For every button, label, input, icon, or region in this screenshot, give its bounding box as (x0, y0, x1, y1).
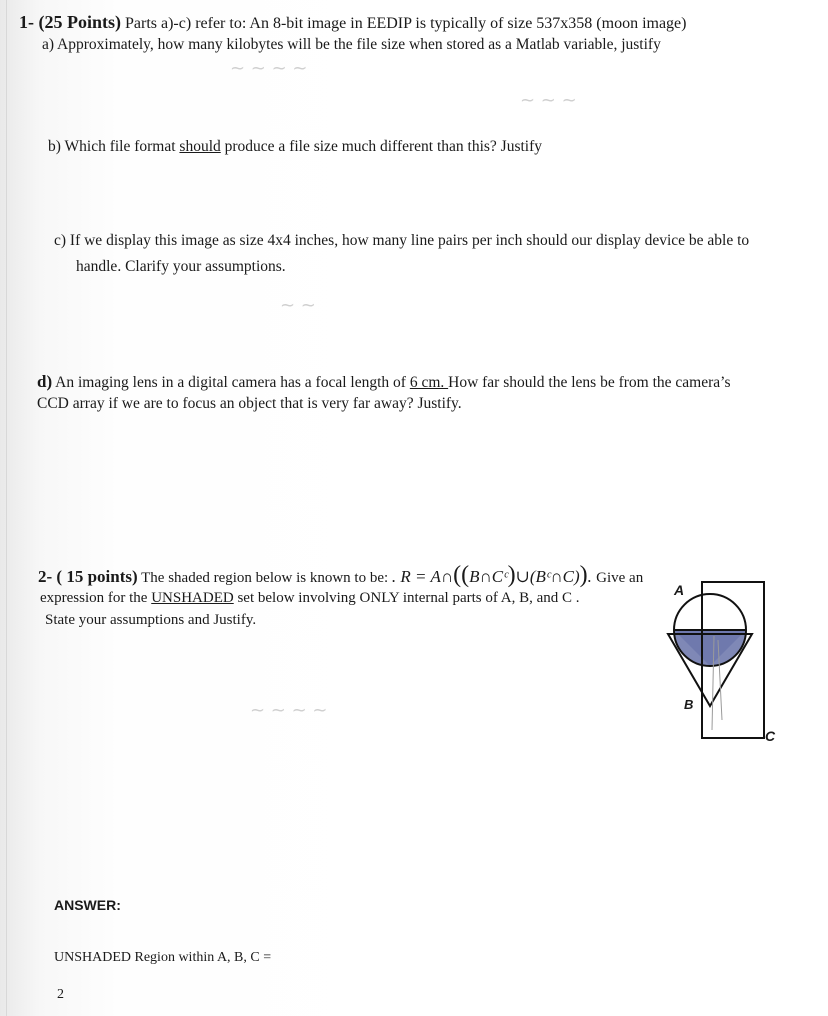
erased-marks: ~ ~ (280, 295, 316, 316)
question-1d-text-end: How far should the lens be from the camera’s (448, 374, 731, 391)
answer-label: ANSWER: (54, 897, 121, 913)
question-1b-text: b) Which file format (48, 138, 180, 155)
page-number: 2 (57, 987, 64, 1002)
erased-marks: ~ ~ ~ (520, 90, 577, 111)
diagram-label-b: B (684, 697, 694, 712)
question-1-points: 1- (25 Points) (19, 12, 121, 32)
formula-open-paren: (( (453, 562, 470, 588)
question-1c-line2: handle. Clarify your assumptions. (76, 258, 286, 275)
question-2-line2-text: expression for the (40, 590, 152, 606)
erased-marks: ~ ~ ~ ~ (230, 58, 308, 79)
question-1b-underlined: should (179, 138, 221, 155)
question-2-underlined: UNSHADED (151, 590, 234, 606)
formula-close-paren-outer: ) (579, 562, 588, 588)
question-2-give-an: Give an (596, 570, 644, 586)
question-2-line2 (40, 590, 580, 607)
question-1d-label: d) (37, 372, 53, 391)
formula-union: ∪(Bᶜ∩C) (515, 567, 580, 586)
question-1d-underlined: 6 cm. (409, 374, 449, 391)
formula-middle: B∩Cᶜ (469, 567, 508, 586)
diagram-label-c: C (765, 728, 776, 744)
question-2-intro: The shaded region below is known to be: (137, 570, 392, 586)
set-formula (391, 562, 597, 588)
question-2-points: 2- ( 15 points) (38, 567, 138, 586)
question-1-header (19, 12, 686, 33)
page-edge (6, 0, 7, 1016)
question-1c-line1: c) If we display this image as size 4x4 inches, how many line pairs per inch should our display device be able to (54, 232, 750, 249)
formula-suffix: . (587, 567, 597, 586)
question-2-header (38, 562, 643, 589)
question-1d-line2: CCD array if we are to focus an object that is very far away? Justify. (37, 395, 462, 412)
question-1d-text: An imaging lens in a digital camera has a focal length of (52, 374, 410, 391)
formula-prefix: . R = A∩ (391, 567, 454, 586)
question-2-line2-text-end: set below involving ONLY internal parts of A, B, and C . (233, 590, 580, 606)
unshaded-answer-line: UNSHADED Region within A, B, C = (54, 950, 272, 965)
question-1a: a) Approximately, how many kilobytes will be the file size when stored as a Matlab variable, justify (42, 36, 661, 53)
question-2-line3: State your assumptions and Justify. (45, 612, 257, 628)
erased-marks: ~ ~ ~ ~ (250, 700, 328, 721)
question-1-intro: Parts a)-c) refer to: An 8-bit image in EEDIP is typically of size 537x358 (moon image) (121, 15, 687, 32)
formula-close-paren: ) (507, 562, 516, 588)
diagram-label-a: A (674, 582, 685, 598)
question-1d-line1 (37, 372, 730, 392)
question-1b (48, 138, 542, 156)
question-1b-text-end: produce a file size much different than this? Justify (220, 138, 543, 155)
